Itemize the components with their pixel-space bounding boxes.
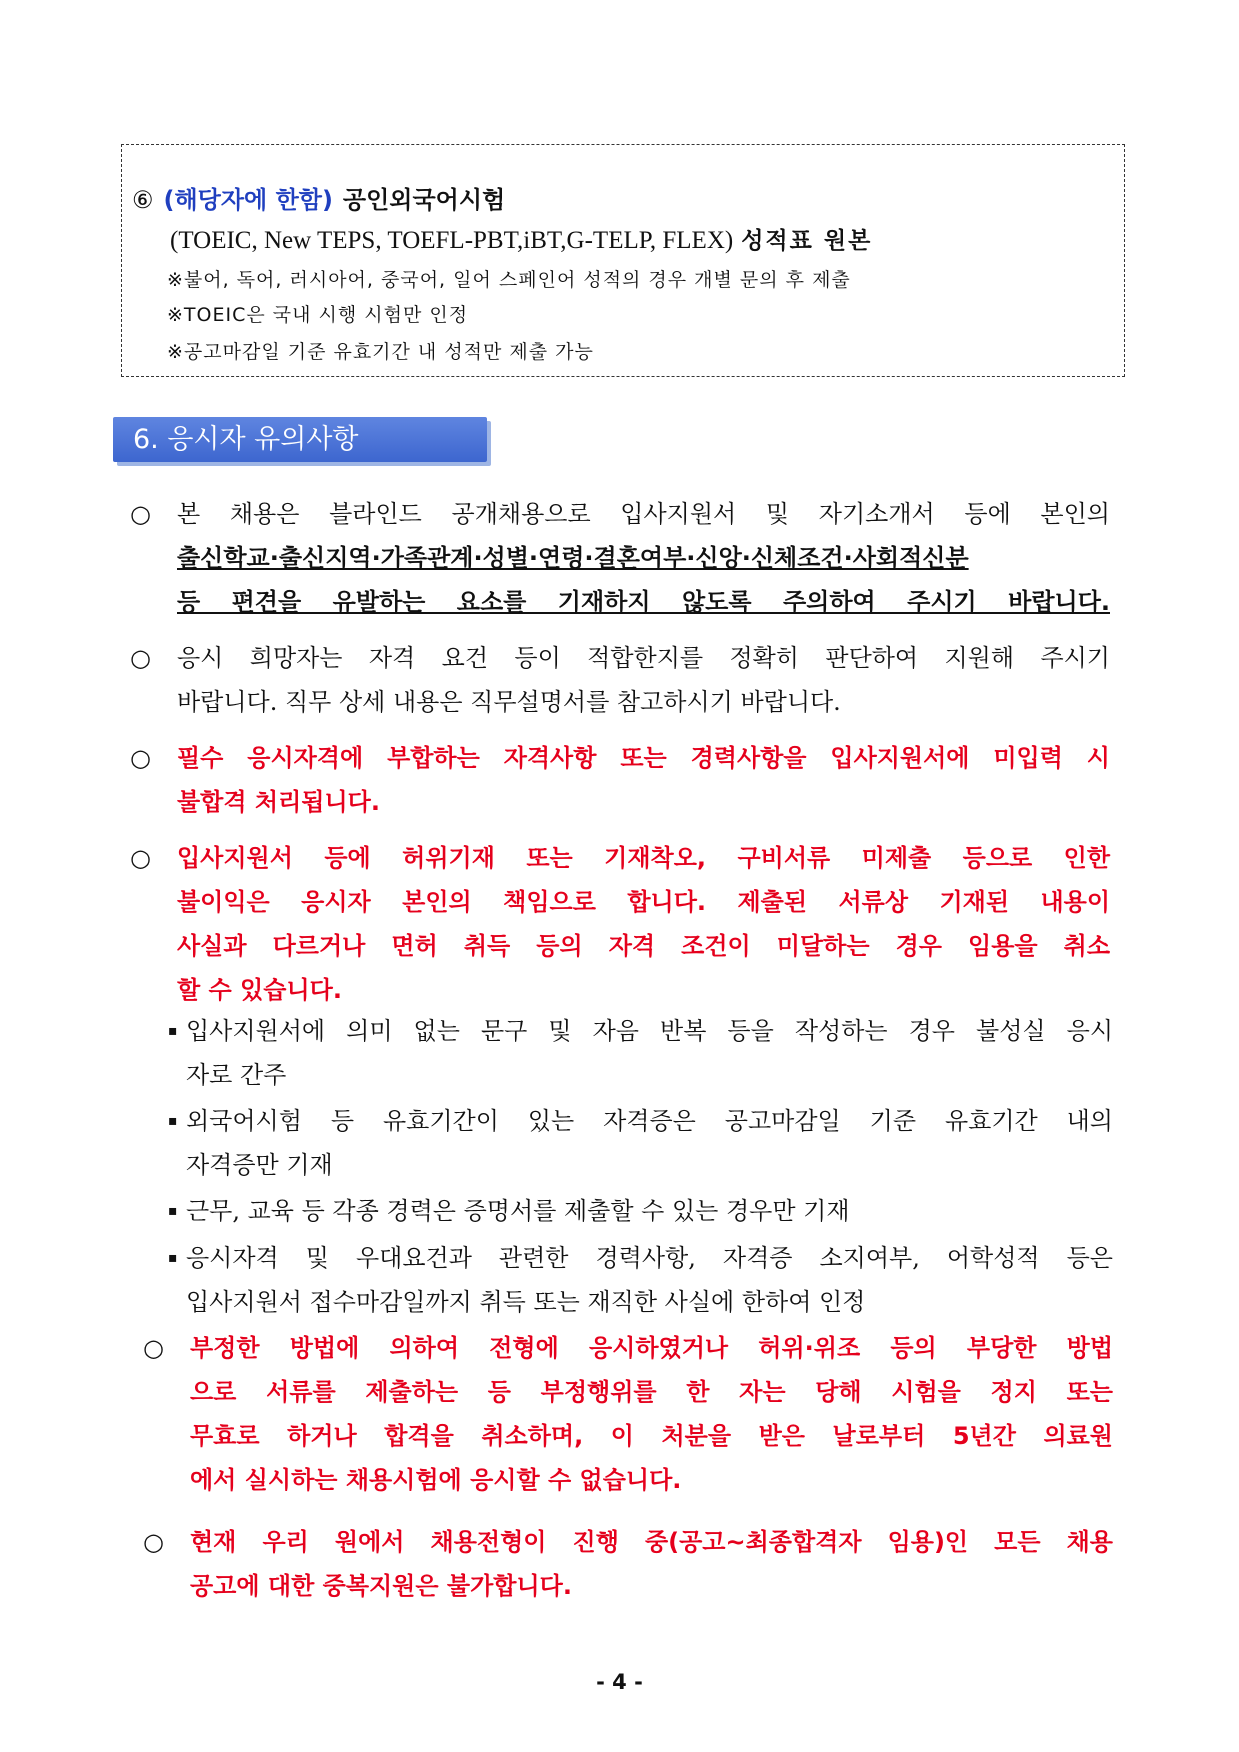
paragraph-line: 부정한 방법에 의하여 전형에 응시하였거나 허위·위조 등의 부당한 방법 bbox=[190, 1334, 1113, 1362]
page-number: - 4 - bbox=[596, 1670, 643, 1694]
item-title: 공인외국어시험 bbox=[342, 186, 506, 214]
sub-item-line: 외국어시험 등 유효기간이 있는 자격증은 공고마감일 기준 유효기간 내의 bbox=[186, 1107, 1113, 1135]
sub-item-line: 근무, 교육 등 각종 경력은 증명서를 제출할 수 있는 경우만 기재 bbox=[186, 1197, 850, 1225]
square-bullet-icon: ▪ bbox=[168, 1023, 178, 1039]
sub-item bbox=[168, 1189, 1113, 1233]
square-bullet-icon: ▪ bbox=[168, 1203, 178, 1219]
paragraph-line: 불합격 처리됩니다. bbox=[177, 788, 380, 816]
paragraph-line: 사실과 다르거나 면허 취득 등의 자격 조건이 미달하는 경우 임용을 취소 bbox=[177, 932, 1110, 960]
sub-item-line: 입사지원서 접수마감일까지 취득 또는 재직한 사실에 한하여 인정 bbox=[186, 1288, 866, 1316]
sub-item bbox=[168, 1099, 1113, 1187]
circle-bullet-icon: ○ bbox=[143, 1334, 164, 1362]
square-bullet-icon: ▪ bbox=[168, 1250, 178, 1266]
paragraph-fraud bbox=[143, 1326, 1113, 1502]
foreign-language-item bbox=[132, 180, 505, 215]
note-line: ※불어, 독어, 러시아어, 중국어, 일어 스페인어 성적의 경우 개별 문의 후 제출 bbox=[167, 269, 851, 291]
exam-list: (TOEIC, New TEPS, TOEFL-PBT,iBT,G-TELP, FLEX) bbox=[170, 227, 734, 254]
sub-item bbox=[168, 1236, 1113, 1324]
paragraph-false-entries bbox=[130, 836, 1110, 1012]
paragraph-line: 공고에 대한 중복지원은 불가합니다. bbox=[190, 1572, 572, 1600]
paragraph-line: 필수 응시자격에 부합하는 자격사항 또는 경력사항을 입사지원서에 미입력 시 bbox=[177, 744, 1110, 772]
paragraph-line: 등 편견을 유발하는 요소를 기재하지 않도록 주의하여 주시기 바랍니다. bbox=[177, 588, 1110, 616]
circle-bullet-icon: ○ bbox=[130, 644, 151, 672]
circle-bullet-icon: ○ bbox=[130, 500, 151, 528]
applicable-only-label: (해당자에 한함) bbox=[163, 186, 333, 214]
paragraph-eligibility bbox=[130, 636, 1110, 724]
square-bullet-icon: ▪ bbox=[168, 1113, 178, 1129]
score-original-label: 성적표 원본 bbox=[741, 228, 873, 254]
section-heading: 6. 응시자 유의사항 bbox=[113, 417, 487, 462]
sub-item-line: 입사지원서에 의미 없는 문구 및 자음 반복 등을 작성하는 경우 불성실 응시 bbox=[186, 1017, 1113, 1045]
circle-bullet-icon: ○ bbox=[130, 844, 151, 872]
paragraph-line: 할 수 있습니다. bbox=[177, 976, 342, 1004]
circle-bullet-icon: ○ bbox=[130, 744, 151, 772]
circle-bullet-icon: ○ bbox=[143, 1528, 164, 1556]
paragraph-line: 으로 서류를 제출하는 등 부정행위를 한 자는 당해 시험을 정지 또는 bbox=[190, 1378, 1113, 1406]
paragraph-line: 출신학교·출신지역·가족관계·성별·연령·결혼여부·신앙·신체조건·사회적신분 bbox=[177, 544, 969, 572]
paragraph-line: 불이익은 응시자 본인의 책임으로 합니다. 제출된 서류상 기재된 내용이 bbox=[177, 888, 1110, 916]
sub-item-line: 응시자격 및 우대요건과 관련한 경력사항, 자격증 소지여부, 어학성적 등은 bbox=[186, 1244, 1113, 1272]
item-number: ⑥ bbox=[132, 186, 154, 214]
sub-item-line: 자로 간주 bbox=[186, 1061, 287, 1089]
note-line: ※공고마감일 기준 유효기간 내 성적만 제출 가능 bbox=[167, 341, 594, 363]
paragraph-line: 입사지원서 등에 허위기재 또는 기재착오, 구비서류 미제출 등으로 인한 bbox=[177, 844, 1110, 872]
paragraph-line: 에서 실시하는 채용시험에 응시할 수 없습니다. bbox=[190, 1466, 682, 1494]
paragraph-line: 본 채용은 블라인드 공개채용으로 입사지원서 및 자기소개서 등에 본인의 bbox=[177, 500, 1110, 528]
paragraph-required-qualification bbox=[130, 736, 1110, 824]
note-line: ※TOEIC은 국내 시행 시험만 인정 bbox=[167, 304, 469, 326]
paragraph-line: 무효로 하거나 합격을 취소하며, 이 처분을 받은 날로부터 5년간 의료원 bbox=[190, 1422, 1113, 1450]
paragraph-line: 현재 우리 원에서 채용전형이 진행 중(공고~최종합격자 임용)인 모든 채용 bbox=[190, 1528, 1113, 1556]
paragraph-blind-hiring bbox=[130, 492, 1110, 624]
paragraph-line: 응시 희망자는 자격 요건 등이 적합한지를 정확히 판단하여 지원해 주시기 bbox=[177, 644, 1110, 672]
sub-item bbox=[168, 1009, 1113, 1097]
exam-list-line bbox=[170, 222, 872, 255]
paragraph-line: 바랍니다. 직무 상세 내용은 직무설명서를 참고하시기 바랍니다. bbox=[177, 688, 841, 716]
sub-item-line: 자격증만 기재 bbox=[186, 1151, 333, 1179]
paragraph-duplicate-application bbox=[143, 1520, 1113, 1608]
